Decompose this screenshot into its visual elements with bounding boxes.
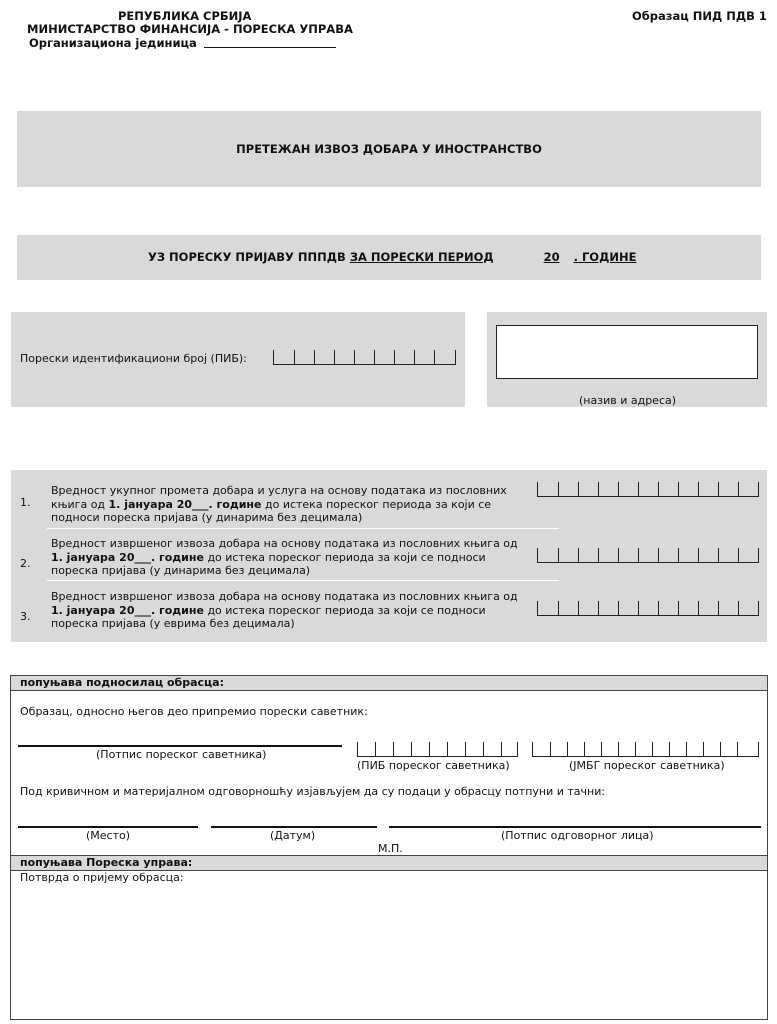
receipt-area[interactable] [11,886,767,1018]
place-label: (Место) [86,829,131,842]
advisor-jmbg-label: (ЈМБГ пореског саветника) [569,759,725,772]
responsible-signature-label: (Потпис одговорног лица) [501,829,654,842]
date-line[interactable] [211,826,377,828]
name-address-label: (назив и адреса) [579,394,677,407]
row-number: 1. [20,496,31,509]
receipt-label: Потврда о пријему обрасца: [20,871,184,884]
date-label: (Датум) [270,829,316,842]
values-table [11,470,767,642]
row-number: 3. [20,610,31,623]
period-line [148,250,636,264]
country-name: РЕПУБЛИКА СРБИЈА [118,9,252,23]
title-banner [17,111,761,187]
row-1-description: Вредност укупног промета добара и услуга на основу података из пословних књига од 1. јануара 20___. године до истека пореског периода за који се подноси пореска пријава (у динарима без децимала) [51,484,507,524]
row-2-value-input[interactable] [537,548,759,563]
tax-office-header [11,855,767,871]
advisor-signature-line[interactable] [18,745,342,747]
pib-label: Порески идентификациони број (ПИБ): [20,352,247,365]
advisor-jmbg-input[interactable] [532,742,759,757]
ministry-name: МИНИСТАРСТВО ФИНАНСИЈА - ПОРЕСКА УПРАВА [27,22,353,36]
period-label: ЗА ПОРЕСКИ ПЕРИОД [349,250,494,264]
form-title: ПРЕТЕЖАН ИЗВОЗ ДОБАРА У ИНОСТРАНСТВО [236,142,542,156]
row-2-description: Вредност извршеног извоза добара на основу података из пословних књига од 1. јануара 20___. године до истека пореског периода за који се подноси пореска пријава (у динарима без децимала) [51,537,518,577]
pib-panel [11,312,465,407]
period-prefix: УЗ ПОРЕСКУ ПРИЈАВУ ПППДВ [148,250,350,264]
period-year: 20 [543,250,560,264]
org-unit-label: Организациона јединица [29,36,197,50]
tax-office-section-label: попуњава Пореска управа: [20,856,193,869]
row-number: 2. [20,557,31,570]
row-1-value-input[interactable] [537,482,759,497]
stamp-label: М.П. [378,842,403,855]
advisor-text: Образац, односно његов део припремио порески саветник: [20,705,368,718]
period-banner [17,235,761,280]
org-unit-line[interactable] [204,47,336,48]
row-3-value-input[interactable] [537,601,759,616]
advisor-pib-label: (ПИБ пореског саветника) [357,759,510,772]
row-3-description: Вредност извршеног извоза добара на основу података из пословних књига од 1. јануара 20___. године до истека пореског периода за који се подноси пореска пријава (у еврима без децимала) [51,590,518,630]
period-underlined[interactable] [350,250,637,264]
applicant-section-label: попуњава подносилац обрасца: [20,676,224,689]
signature-section [10,675,768,1020]
place-line[interactable] [18,826,198,828]
name-address-input[interactable] [496,325,758,379]
pib-input[interactable] [273,350,456,365]
period-suffix: . ГОДИНЕ [573,250,637,264]
advisor-signature-label: (Потпис пореског саветника) [96,748,267,761]
form-code: Образац ПИД ПДВ 1 [632,9,767,23]
responsible-signature-line[interactable] [389,826,761,828]
advisor-pib-input[interactable] [357,742,518,757]
name-address-panel [487,312,767,407]
declaration-text: Под кривичном и материјалном одговорношћу изјављујем да су подаци у обрасцу потпуни и тачни: [20,785,606,798]
applicant-header [11,676,767,691]
